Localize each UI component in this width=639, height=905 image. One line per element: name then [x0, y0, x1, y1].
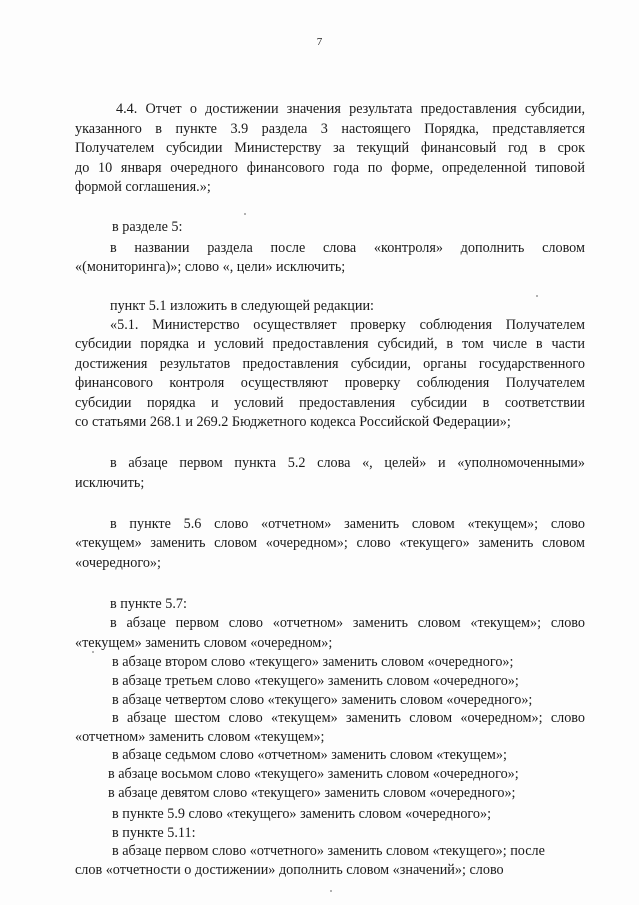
text-line: указанного в пункте 3.9 раздела 3 настоящего Порядка, представляется [75, 120, 585, 137]
text-line: в абзаце первом пункта 5.2 слова «, целей» и «уполномоченными» [110, 455, 585, 472]
text-line: пункт 5.1 изложить в следующей редакции: [110, 298, 374, 315]
text-line: в абзаце шестом слово «текущем» заменить словом «очередном»; слово [112, 710, 585, 727]
scan-speck [92, 651, 94, 653]
text-line: в абзаце девятом слово «текущего» заменить словом «очередного»; [108, 784, 516, 801]
text-line: достижения результатов предоставления субсидии, органы государственного [75, 355, 585, 372]
text-line: Получателем субсидии Министерству за текущий финансовый год в срок [75, 140, 585, 157]
text-line: слов «отчетности о достижении» дополнить словом «значений»; слово [75, 861, 504, 878]
text-line: финансового контроля осуществляют проверку соблюдения Получателем [75, 375, 585, 392]
text-line: «очередного»; [75, 554, 161, 571]
text-line: в абзаце четвертом слово «текущего» заменить словом «очередного»; [112, 691, 533, 708]
text-line: исключить; [75, 474, 145, 491]
text-line: «5.1. Министерство осуществляет проверку соблюдения Получателем [110, 316, 585, 333]
text-line: в пункте 5.9 слово «текущего» заменить словом «очередного»; [112, 805, 492, 822]
text-line: в пункте 5.6 слово «отчетном» заменить словом «текущем»; слово [110, 515, 585, 532]
text-line: в названии раздела после слова «контроля» дополнить словом [110, 239, 585, 256]
text-line: формой соглашения.»; [75, 179, 211, 196]
text-line: «(мониторинга)»; слово «, цели» исключить; [75, 259, 346, 276]
text-line: со статьями 268.1 и 269.2 Бюджетного кодекса Российской Федерации»; [75, 414, 511, 431]
text-line: «текущем» заменить словом «очередном»; [75, 634, 333, 651]
text-line: в разделе 5: [112, 219, 183, 236]
text-line: в абзаце третьем слово «текущего» заменить словом «очередного»; [112, 672, 519, 689]
text-line: в пункте 5.11: [112, 824, 196, 841]
text-line: в абзаце седьмом слово «отчетном» заменить словом «текущем»; [112, 747, 507, 764]
text-line: «отчетном» заменить словом «текущем»; [75, 728, 325, 745]
text-line: субсидии порядка и условий предоставления субсидии в соответствии [75, 394, 585, 411]
text-line: в абзаце первом слово «отчетного» заменить словом «текущего»; после [112, 843, 545, 860]
text-line: 4.4. Отчет о достижении значения результата предоставления субсидии, [116, 101, 585, 117]
scan-speck [330, 890, 332, 892]
text-line: субсидии порядка и условий предоставления субсидий, в том числе в части [75, 336, 585, 353]
page-number: 7 [316, 36, 323, 48]
text-line: в абзаце первом слово «отчетном» заменить словом «текущем»; слово [110, 615, 585, 632]
text-line: в абзаце восьмом слово «текущего» заменить словом «очередного»; [108, 765, 519, 782]
scan-speck [536, 295, 538, 297]
scan-speck [244, 213, 246, 215]
text-line: до 10 января очередного финансового года по форме, определенной типовой [75, 159, 585, 176]
text-line: в абзаце втором слово «текущего» заменить словом «очередного»; [112, 654, 514, 671]
text-line: в пункте 5.7: [110, 595, 187, 612]
text-line: «текущем» заменить словом «очередном»; слово «текущего» заменить словом [75, 535, 585, 552]
